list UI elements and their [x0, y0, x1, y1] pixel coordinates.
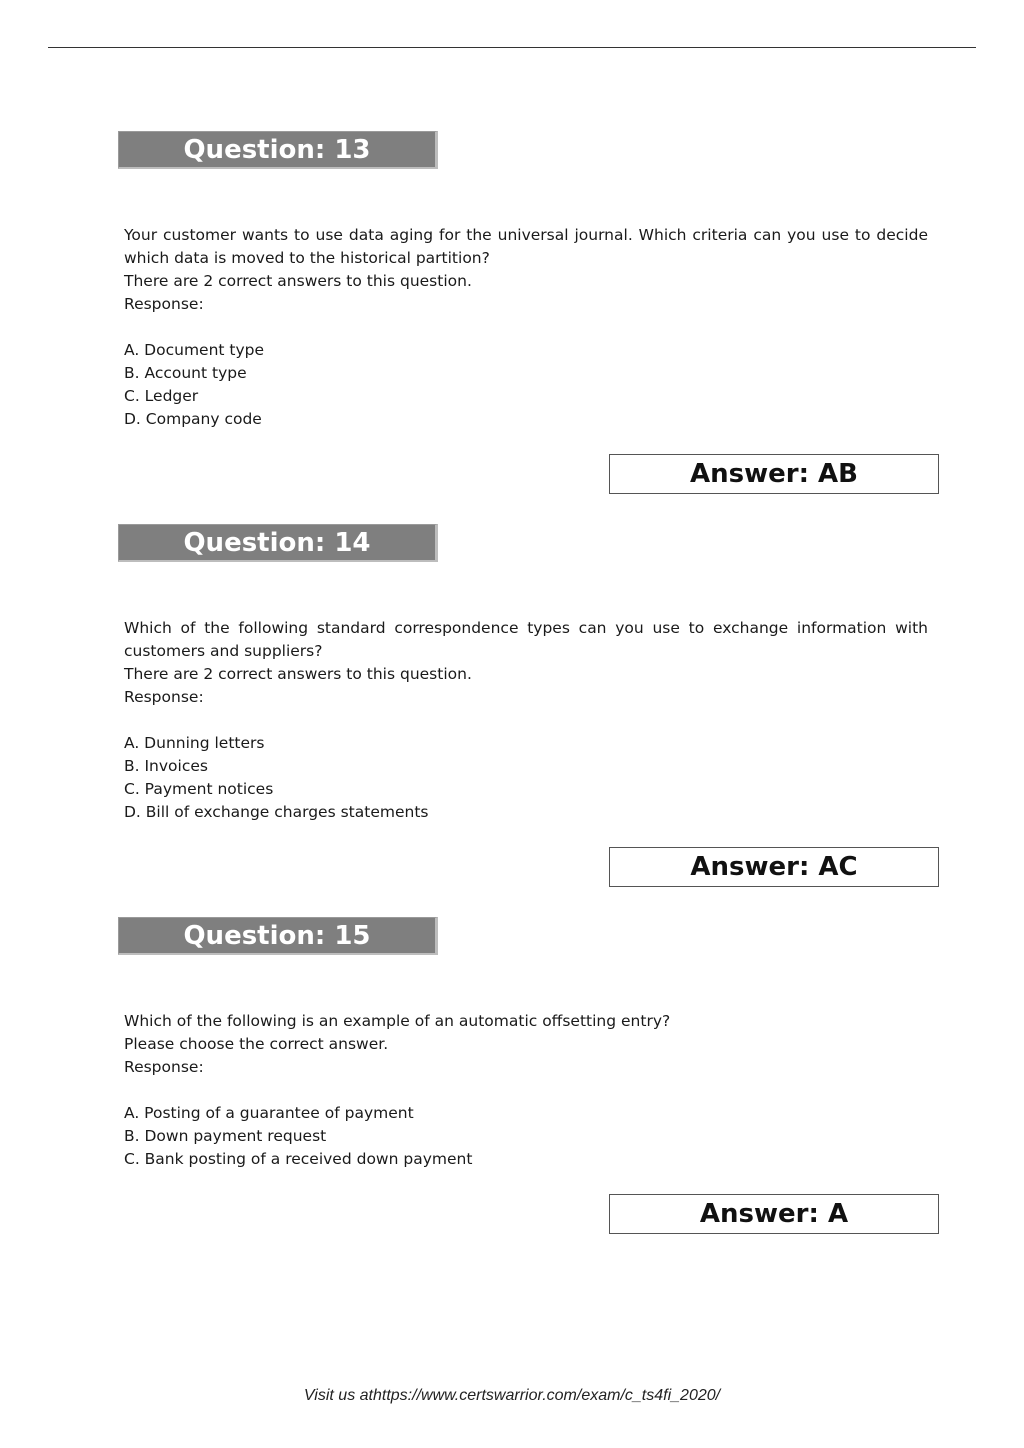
- question-15-option-c: C. Bank posting of a received down payment: [124, 1150, 473, 1168]
- question-13-body: [124, 224, 928, 431]
- question-14-option-b: B. Invoices: [124, 757, 208, 775]
- question-13-option-a: A. Document type: [124, 341, 265, 359]
- question-13-option-c: C. Ledger: [124, 387, 199, 405]
- question-13-option-d: D. Company code: [124, 410, 262, 428]
- question-15-stem: Which of the following is an example of an automatic offsetting entry?: [124, 1012, 671, 1030]
- question-13-stem: Your customer wants to use data aging for the universal journal. Which criteria can you use to decide which data is moved to the historical partition?: [124, 226, 928, 267]
- question-13-header: Question: 13: [118, 131, 438, 169]
- question-14-answer: Answer: AC: [609, 847, 939, 887]
- question-14-header: Question: 14: [118, 524, 438, 562]
- question-15-option-b: B. Down payment request: [124, 1127, 327, 1145]
- question-15-instruction: Please choose the correct answer.: [124, 1035, 389, 1053]
- question-15-option-a: A. Posting of a guarantee of payment: [124, 1104, 414, 1122]
- question-14-body: [124, 617, 928, 824]
- question-14-option-c: C. Payment notices: [124, 780, 274, 798]
- question-13-response-label: Response:: [124, 295, 204, 313]
- question-13-answer: Answer: AB: [609, 454, 939, 494]
- question-15-answer: Answer: A: [609, 1194, 939, 1234]
- question-14-option-d: D. Bill of exchange charges statements: [124, 803, 429, 821]
- question-13-option-b: B. Account type: [124, 364, 247, 382]
- question-15-response-label: Response:: [124, 1058, 204, 1076]
- question-14-response-label: Response:: [124, 688, 204, 706]
- top-divider: [48, 47, 976, 48]
- question-15-body: [124, 1010, 928, 1171]
- question-14-instruction: There are 2 correct answers to this question.: [124, 665, 472, 683]
- question-15-header: Question: 15: [118, 917, 438, 955]
- question-14-option-a: A. Dunning letters: [124, 734, 265, 752]
- footer-link[interactable]: Visit us athttps://www.certswarrior.com/exam/c_ts4fi_2020/: [303, 1387, 721, 1404]
- question-13-instruction: There are 2 correct answers to this question.: [124, 272, 472, 290]
- question-14-stem: Which of the following standard correspondence types can you use to exchange information with customers and suppliers?: [124, 619, 928, 660]
